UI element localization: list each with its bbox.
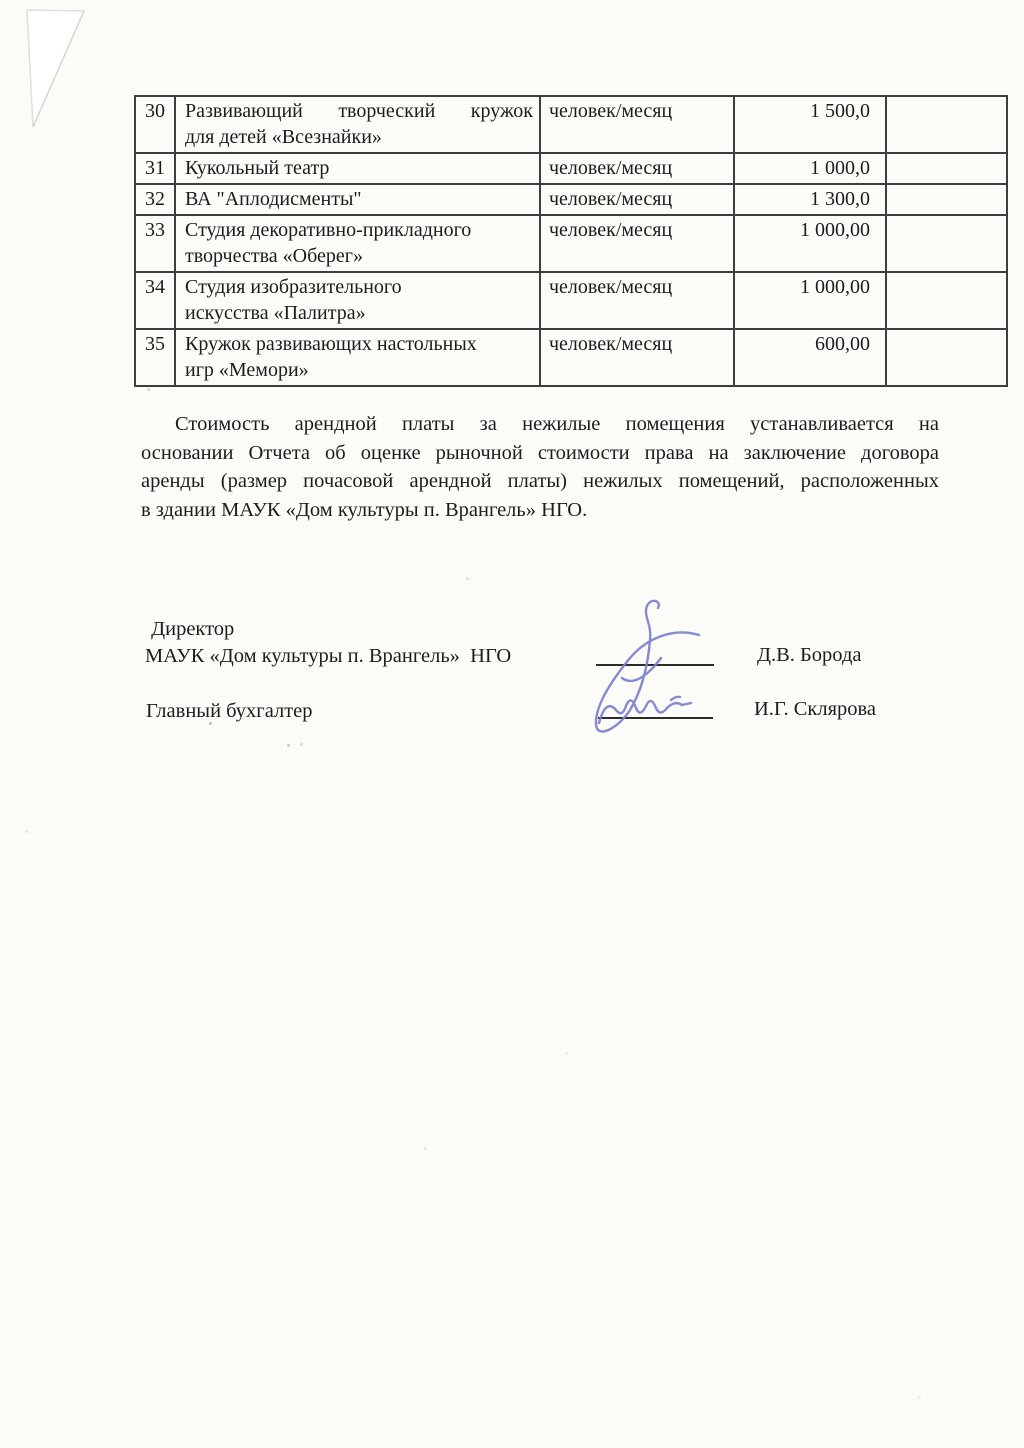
service-name-line: Развивающий творческий кружок: [185, 100, 533, 122]
unit-cell: человек/месяц: [540, 215, 734, 272]
table-row: [135, 215, 1007, 272]
table-row: [135, 272, 1007, 329]
table-row: [135, 329, 1007, 386]
service-name-line: искусства «Палитра»: [185, 302, 366, 324]
unit-cell: человек/месяц: [540, 272, 734, 329]
director-role-line-2: МАУК «Дом культуры п. Врангель» НГО: [145, 645, 512, 667]
service-name-cell: [175, 329, 540, 386]
price-cell: 1 000,0: [734, 153, 886, 184]
terms-paragraph-line: основании Отчета об оценке рыночной стоимости права на заключение договора: [141, 441, 939, 464]
row-number-cell: 35: [135, 329, 175, 386]
service-name-line: Студия изобразительного: [185, 276, 402, 298]
service-name-line: Кукольный театр: [185, 157, 330, 179]
scan-speck: [147, 388, 150, 391]
scan-speck: [300, 743, 303, 746]
scan-speck: [25, 830, 28, 833]
price-cell: 1 000,00: [734, 215, 886, 272]
scan-speck: [287, 744, 290, 747]
scan-speck: [424, 1147, 427, 1150]
service-name-line: Студия декоративно-прикладного: [185, 219, 472, 241]
corner-fold-shape: [0, 0, 140, 160]
service-name-cell: [175, 153, 540, 184]
service-name-line: игр «Мемори»: [185, 359, 309, 381]
terms-paragraph-line: аренды (размер почасовой арендной платы) нежилых помещений, расположенных: [141, 470, 939, 492]
row-number-cell: 33: [135, 215, 175, 272]
scan-speck: [565, 1052, 568, 1055]
table-row: [135, 96, 1007, 153]
row-number-cell: 31: [135, 153, 175, 184]
accountant-name: И.Г. Склярова: [754, 698, 877, 720]
service-name-cell: [175, 272, 540, 329]
row-number-cell: 34: [135, 272, 175, 329]
service-name-cell: [175, 184, 540, 215]
scan-speck: [209, 722, 212, 725]
note-cell: [886, 96, 1007, 153]
service-name-line: Кружок развивающих настольных: [185, 333, 477, 355]
accountant-role-line: Главный бухгалтер: [146, 700, 313, 722]
table-row: [135, 153, 1007, 184]
unit-cell: человек/месяц: [540, 329, 734, 386]
page-corner-fold: [0, 0, 140, 160]
scan-speck: [466, 577, 469, 580]
service-name-line: для детей «Всезнайки»: [185, 126, 382, 148]
terms-paragraph-line: Стоимость арендной платы за нежилые помещения устанавливается на: [175, 413, 939, 435]
director-role-line-1: Директор: [146, 618, 235, 640]
scan-speck: [918, 1396, 921, 1399]
note-cell: [886, 184, 1007, 215]
row-number-cell: 30: [135, 96, 175, 153]
handwritten-signatures: [572, 594, 742, 754]
note-cell: [886, 329, 1007, 386]
service-name-cell: [175, 96, 540, 153]
service-name-cell: [175, 215, 540, 272]
unit-cell: человек/месяц: [540, 153, 734, 184]
director-name: Д.В. Борода: [757, 644, 862, 666]
table-row: [135, 184, 1007, 215]
price-cell: 1 500,0: [734, 96, 886, 153]
service-name-line: творчества «Оберег»: [185, 245, 363, 267]
row-number-cell: 32: [135, 184, 175, 215]
price-cell: 600,00: [734, 329, 886, 386]
terms-paragraph: [141, 410, 939, 524]
price-table-body: [135, 96, 1007, 386]
unit-cell: человек/месяц: [540, 96, 734, 153]
note-cell: [886, 272, 1007, 329]
price-cell: 1 000,00: [734, 272, 886, 329]
terms-paragraph-line: в здании МАУК «Дом культуры п. Врангель» НГО.: [141, 498, 588, 521]
price-table: [134, 95, 1008, 387]
service-name-line: ВА "Аплодисменты": [185, 188, 362, 210]
price-cell: 1 300,0: [734, 184, 886, 215]
note-cell: [886, 153, 1007, 184]
unit-cell: человек/месяц: [540, 184, 734, 215]
note-cell: [886, 215, 1007, 272]
